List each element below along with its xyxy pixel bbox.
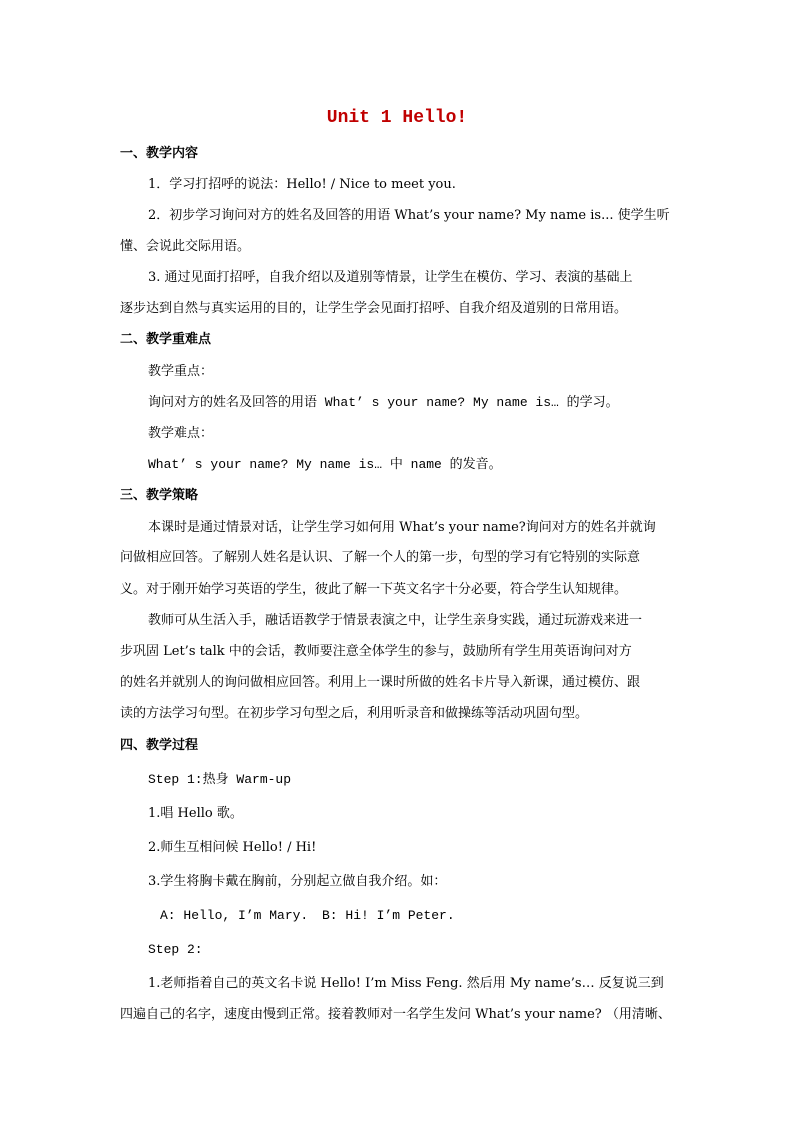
strategy-para-1-line-3: 义。对于刚开始学习英语的学生，彼此了解一下英文名字十分必要，符合学生认知规律。 (120, 582, 628, 597)
strategy-para-2-line-1: 教师可从生活入手，融话语教学于情景表演之中，让学生亲身实践，通过玩游戏来进一 (148, 613, 643, 628)
step-1-heading: Step 1:热身 Warm-up (148, 772, 292, 787)
step-1-item-3: 3.学生将胸卡戴在胸前，分别起立做自我介绍。如： (148, 874, 447, 889)
document-title: Unit 1 Hello! (326, 108, 468, 128)
content-item-2-line-2: 懂、会说此交际用语。 (120, 239, 251, 254)
key-point-text: 询问对方的姓名及回答的用语 What’ s your name? My name is… 的学习。 (148, 395, 619, 410)
strategy-para-1-line-1: 本课时是通过情景对话，让学生学习如何用 What’s your name?询问对方的姓名并就询 (148, 520, 656, 535)
content-item-3-line-2: 逐步达到自然与真实运用的目的，让学生学会见面打招呼、自我介绍及道别的日常用语。 (120, 301, 628, 316)
strategy-para-1-line-2: 问做相应回答。了解别人姓名是认识、了解一个人的第一步，句型的学习有它特别的实际意 (120, 550, 641, 565)
section-heading-content: 一、教学内容 (120, 146, 199, 161)
dialogue-line-a: A: Hello, I’m Mary. (160, 908, 309, 923)
section-heading-process: 四、教学过程 (120, 738, 199, 753)
content-item-2-line-1: 2．初步学习询问对方的姓名及回答的用语 What’s your name? My name is... 使学生听 (148, 208, 670, 223)
section-heading-strategy: 三、教学策略 (120, 488, 199, 503)
step-2-heading: Step 2: (148, 942, 203, 957)
dialogue-line-b: B: Hi! I’m Peter. (322, 908, 455, 923)
content-item-1: 1．学习打招呼的说法：Hello! / Nice to meet you. (148, 177, 456, 192)
step-2-item-1-line-2: 四遍自己的名字，速度由慢到正常。接着教师对一名学生发问 What’s your name? （用清晰、 (120, 1007, 671, 1022)
section-heading-key-points: 二、教学重难点 (120, 332, 212, 347)
content-item-3-line-1: 3. 通过见面打招呼，自我介绍以及道别等情景，让学生在模仿、学习、表演的基础上 (148, 270, 633, 285)
strategy-para-2-line-4: 读的方法学习句型。在初步学习句型之后，利用听录音和做操练等活动巩固句型。 (120, 706, 589, 721)
difficulty-text: What’ s your name? My name is… 中 name 的发音。 (148, 457, 502, 472)
strategy-para-2-line-2: 步巩固 Let’s talk 中的会话，教师要注意全体学生的参与，鼓励所有学生用英语询问对方 (120, 644, 632, 659)
step-2-item-1-line-1: 1.老师指着自己的英文名卡说 Hello! I’m Miss Feng. 然后用 My name’s… 反复说三到 (148, 976, 664, 991)
key-point-label: 教学重点： (148, 364, 214, 379)
difficulty-label: 教学难点： (148, 426, 214, 441)
step-1-item-2: 2.师生互相问候 Hello! / Hi! (148, 840, 317, 855)
step-1-item-1: 1.唱 Hello 歌。 (148, 806, 243, 821)
strategy-para-2-line-3: 的姓名并就别人的询问做相应回答。利用上一课时所做的姓名卡片导入新课，通过模仿、跟 (120, 675, 641, 690)
